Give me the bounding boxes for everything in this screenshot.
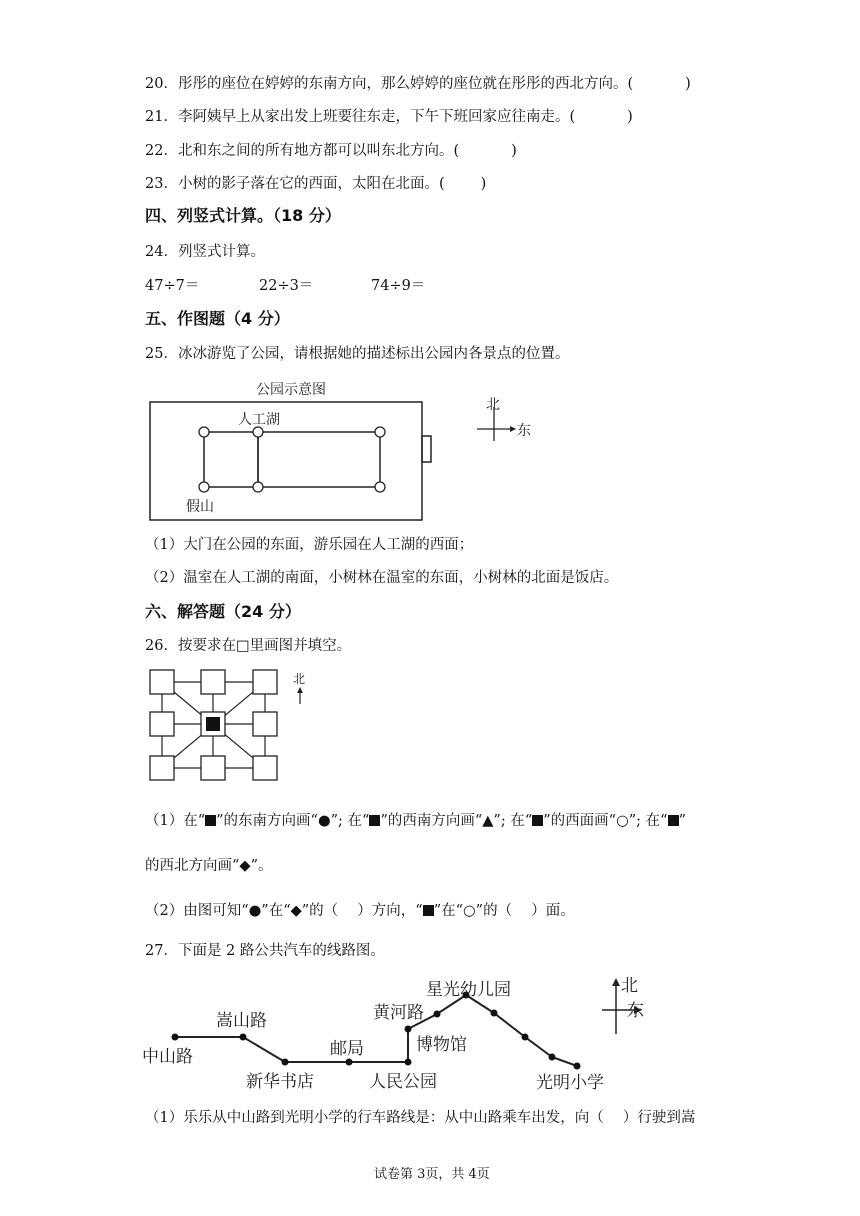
east-arrow-icon — [510, 426, 516, 432]
path-right-rect — [258, 432, 380, 487]
path-left-rect — [204, 432, 258, 487]
q26-part-1-line-1: （1）在“ ”的东南方向画“●”; 在“ ”的西南方向画“▲”; 在“ ”的西面画“○”; 在“ ” — [145, 813, 686, 829]
park-compass — [474, 395, 544, 445]
filled-square-icon — [532, 815, 543, 826]
question-22: 22．北和东之间的所有地方都可以叫东北方向。( ) — [145, 143, 517, 159]
stop-zhongshan: 中山路 — [142, 1047, 193, 1067]
question-21: 21．李阿姨早上从家出发上班要往东走，下午下班回家应往南走。( ) — [145, 109, 633, 125]
spot-node — [375, 482, 385, 492]
spot-node — [375, 427, 385, 437]
stop-dot — [282, 1059, 289, 1066]
question-25: 25．冰冰游览了公园，请根据她的描述标出公园内各景点的位置。 — [145, 346, 570, 362]
grid-north-label: 北 — [293, 672, 306, 686]
stop-dot — [434, 1011, 441, 1018]
lake-label: 人工湖 — [238, 412, 280, 428]
hill-label: 假山 — [186, 499, 214, 515]
expr-1: 47÷7＝ — [145, 278, 200, 294]
stop-dot — [522, 1034, 529, 1041]
box-se — [253, 756, 277, 780]
filled-square-icon — [205, 815, 216, 826]
question-27: 27．下面是 2 路公共汽车的线路图。 — [145, 943, 385, 959]
stop-dot — [491, 1010, 498, 1017]
box-ne — [253, 670, 277, 694]
stop-dot — [346, 1059, 353, 1066]
q26-part-2: （2）由图可知“●”在“◆”的（ ）方向，“ ”在“○”的（ ）面。 — [145, 903, 575, 919]
bus-north-arrow-icon — [612, 978, 620, 986]
page-footer: 试卷第 3页，共 4页 — [374, 1167, 490, 1182]
stop-huanghe: 黄河路 — [373, 1003, 424, 1023]
box-s — [201, 756, 225, 780]
stop-dot — [549, 1054, 556, 1061]
park-diagram — [148, 378, 438, 523]
spot-node — [253, 482, 263, 492]
box-sw — [150, 756, 174, 780]
section-6-title: 六、解答题（24 分） — [145, 602, 301, 621]
spot-node — [253, 427, 263, 437]
filled-square-icon — [423, 905, 434, 916]
compass-north: 北 — [486, 397, 500, 413]
stop-dot — [574, 1063, 581, 1070]
question-23: 23．小树的影子落在它的西面，太阳在北面。( ) — [145, 176, 487, 192]
stop-dot — [172, 1034, 179, 1041]
q25-part-1: （1）大门在公园的东面，游乐园在人工湖的西面； — [145, 537, 474, 553]
filled-square-icon — [369, 815, 380, 826]
stop-guangming: 光明小学 — [536, 1073, 604, 1093]
stop-youju: 邮局 — [330, 1039, 364, 1059]
question-24: 24．列竖式计算。 — [145, 244, 265, 260]
stop-bowuguan: 博物馆 — [416, 1035, 467, 1055]
stop-songshan: 嵩山路 — [216, 1011, 267, 1031]
park-title: 公园示意图 — [256, 382, 326, 398]
compass-east: 东 — [517, 423, 531, 439]
center-square-icon — [206, 717, 220, 731]
direction-grid-diagram — [147, 668, 282, 783]
stop-xingguang: 星光幼儿园 — [426, 980, 511, 1000]
stop-renmin: 人民公园 — [369, 1072, 437, 1092]
park-gate — [422, 436, 431, 462]
section-4-title: 四、列竖式计算。（18 分） — [145, 206, 341, 225]
box-w — [150, 712, 174, 736]
stop-dot — [405, 1059, 412, 1066]
bus-compass-north: 北 — [621, 976, 638, 996]
stop-xinhua: 新华书店 — [246, 1072, 314, 1092]
box-e — [253, 712, 277, 736]
bus-compass-east: 东 — [627, 1001, 644, 1021]
question-20: 20．彤彤的座位在婷婷的东南方向，那么婷婷的座位就在彤彤的西北方向。( ) — [145, 76, 691, 92]
spot-node — [199, 427, 209, 437]
box-n — [201, 670, 225, 694]
question-26: 26．按要求在□里画图并填空。 — [145, 638, 352, 654]
q25-part-2: （2）温室在人工湖的南面，小树林在温室的东面，小树林的北面是饭店。 — [145, 570, 619, 586]
north-arrow-icon — [297, 687, 303, 693]
box-nw — [150, 670, 174, 694]
section-5-title: 五、作图题（4 分） — [145, 309, 290, 328]
grid-north-indicator — [291, 670, 311, 706]
spot-node — [199, 482, 209, 492]
stop-dot — [405, 1026, 412, 1033]
expr-3: 74÷9＝ — [371, 278, 426, 294]
bus-route-map — [140, 970, 660, 1095]
q27-part-1: （1）乐乐从中山路到光明小学的行车路线是：从中山路乘车出发，向（ ）行驶到嵩 — [145, 1110, 696, 1126]
expr-2: 22÷3＝ — [259, 278, 314, 294]
filled-square-icon — [668, 815, 679, 826]
q26-part-1-line-2: 的西北方向画“◆”。 — [145, 858, 273, 874]
stop-dot — [240, 1034, 247, 1041]
